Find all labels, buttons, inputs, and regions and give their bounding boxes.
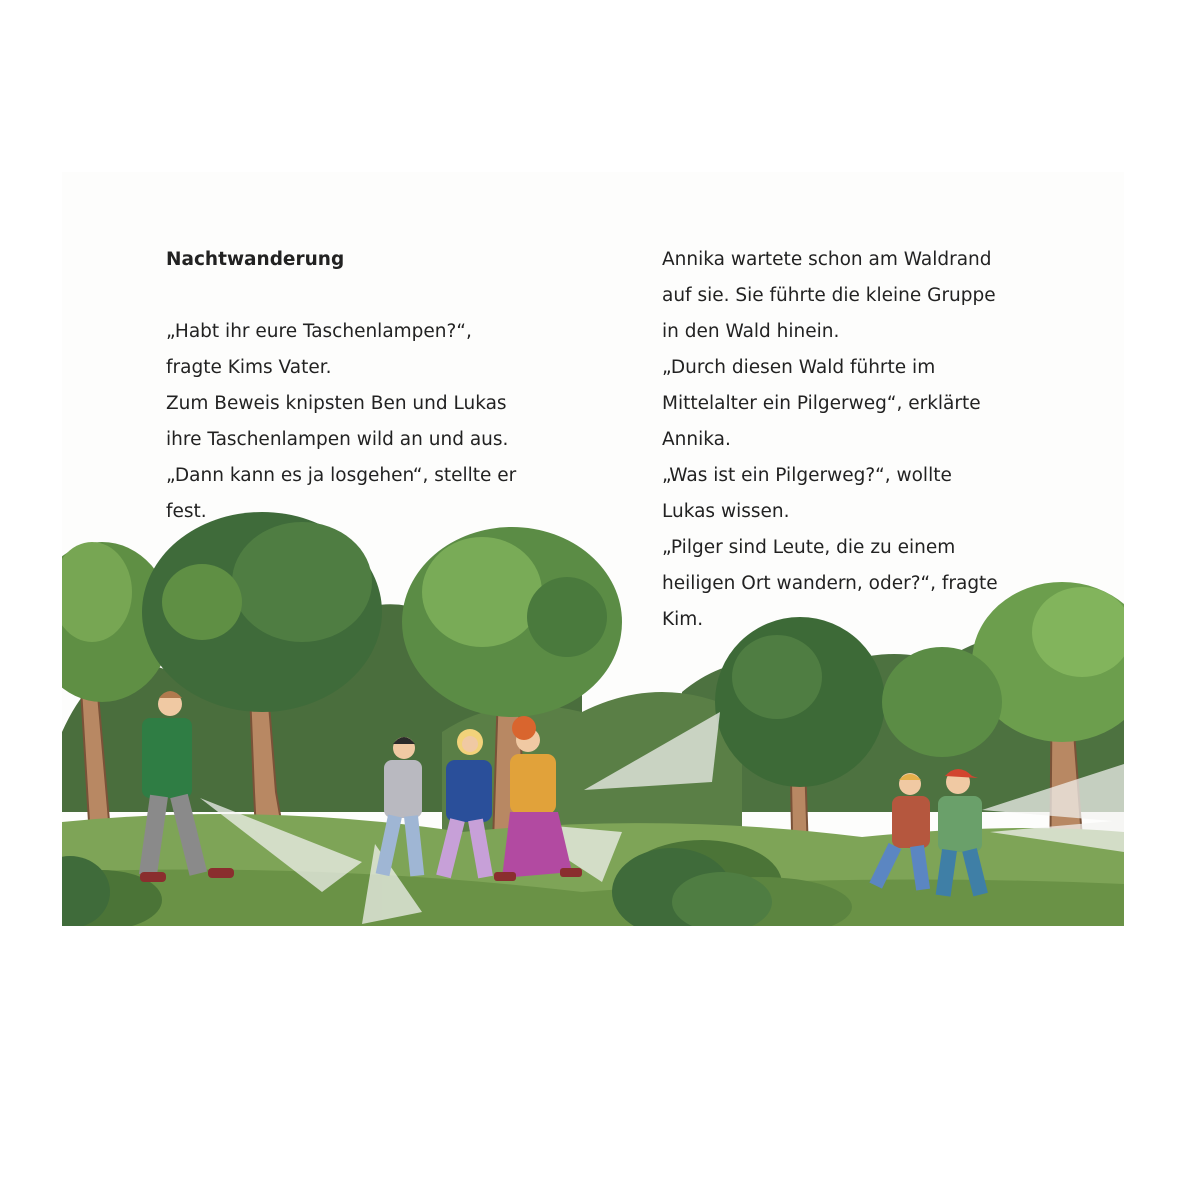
story-line: Mittelalter ein Pilgerweg“, erklärte <box>662 393 981 414</box>
story-title: Nachtwanderung <box>166 249 345 270</box>
story-line: „Dann kann es ja losgehen“, stellte er <box>166 465 517 486</box>
paragraph-gap <box>166 278 586 314</box>
story-line: in den Wald hinein. <box>662 321 840 342</box>
story-line: Lukas wissen. <box>662 501 790 522</box>
story-line: „Pilger sind Leute, die zu einem <box>662 537 956 558</box>
book-spread <box>62 172 1124 926</box>
right-text-column <box>662 242 1102 638</box>
story-line: auf sie. Sie führte die kleine Gruppe <box>662 285 996 306</box>
story-line: Annika wartete schon am Waldrand <box>662 249 992 270</box>
story-line: fragte Kims Vater. <box>166 357 332 378</box>
story-line: „Habt ihr eure Taschenlampen?“, <box>166 321 472 342</box>
story-line: Kim. <box>662 609 704 630</box>
story-line: „Was ist ein Pilgerweg?“, wollte <box>662 465 952 486</box>
story-line: Zum Beweis knipsten Ben und Lukas <box>166 393 507 414</box>
story-line: Annika. <box>662 429 731 450</box>
story-line: fest. <box>166 501 207 522</box>
left-text-column <box>166 242 586 530</box>
story-line: ihre Taschenlampen wild an und aus. <box>166 429 509 450</box>
story-line: „Durch diesen Wald führte im <box>662 357 936 378</box>
story-line: heiligen Ort wandern, oder?“, fragte <box>662 573 998 594</box>
